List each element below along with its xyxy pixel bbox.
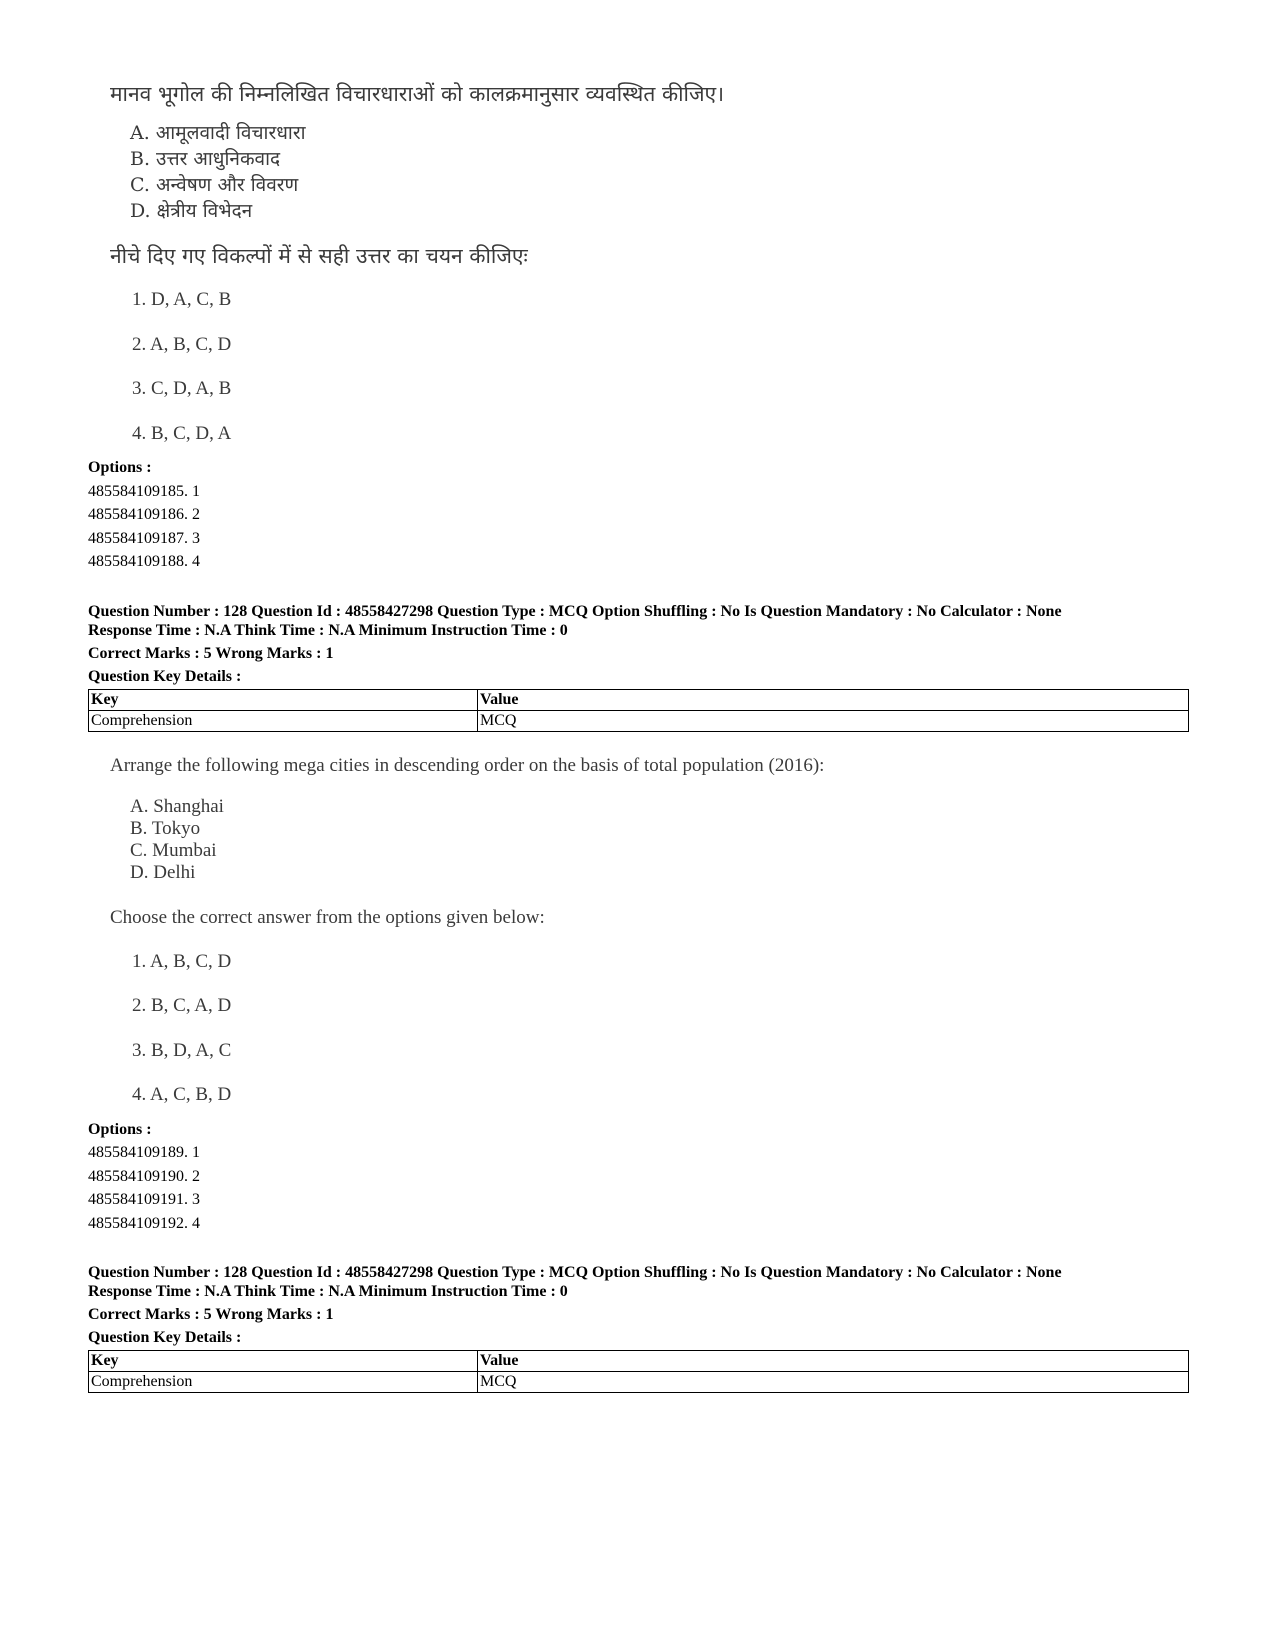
table-header-cell: Value: [478, 689, 1189, 710]
response-time-line: Response Time : N.A Think Time : N.A Minimum Instruction Time : 0: [88, 1283, 568, 1300]
option-id: 485584109191. 3: [88, 1191, 200, 1208]
options-list: [88, 456, 1188, 574]
answer-choices: [132, 286, 1188, 464]
answer-choice: 3. B, D, A, C: [132, 1039, 232, 1061]
question-stem: Arrange the following mega cities in descending order on the basis of total population (2016):: [110, 754, 825, 776]
options-label: Options :: [88, 1120, 152, 1138]
option-id: 485584109187. 3: [88, 529, 200, 547]
option-id: 485584109185. 1: [88, 482, 200, 500]
question-item: D. क्षेत्रीय विभेदन: [130, 200, 253, 222]
answer-choice: 2. B, C, A, D: [132, 995, 232, 1016]
marks-line: Correct Marks : 5 Wrong Marks : 1: [88, 644, 334, 662]
answer-choice: 4. B, C, D, A: [132, 422, 232, 444]
question-items: [130, 796, 1188, 884]
question-item: D. Delhi: [130, 861, 196, 883]
response-time-line: Response Time : N.A Think Time : N.A Minimum Instruction Time : 0: [88, 621, 568, 639]
answer-choice: 1. A, B, C, D: [132, 950, 232, 972]
option-id: 485584109190. 2: [88, 1167, 200, 1185]
key-details-label: Question Key Details :: [88, 1329, 242, 1346]
table-header-cell: Key: [89, 689, 478, 710]
choose-instruction: नीचे दिए गए विकल्पों में से सही उत्तर का चयन कीजिएः: [110, 244, 528, 268]
table-cell: Comprehension: [89, 710, 478, 731]
question-item: C. अन्वेषण और विवरण: [130, 174, 299, 196]
marks-line: Correct Marks : 5 Wrong Marks : 1: [88, 1306, 334, 1323]
key-details-table: [88, 689, 1189, 732]
table-cell: Comprehension: [89, 1372, 478, 1393]
table-header-cell: Value: [478, 1351, 1189, 1372]
answer-choice: 2. A, B, C, D: [132, 333, 232, 355]
table-cell: MCQ: [478, 710, 1189, 731]
option-id: 485584109192. 4: [88, 1214, 200, 1232]
question-image-english: [88, 752, 1188, 1126]
option-id: 485584109189. 1: [88, 1144, 200, 1161]
answer-choices: [132, 948, 1188, 1126]
table-header-cell: Key: [89, 1351, 478, 1372]
table-row: [89, 1372, 1189, 1393]
question-item: B. उत्तर आधुनिकवाद: [130, 148, 281, 170]
key-details-label: Question Key Details :: [88, 667, 242, 685]
option-id: 485584109186. 2: [88, 506, 200, 523]
question-items: [130, 120, 1188, 224]
question-item: A. Shanghai: [130, 795, 224, 817]
option-id: 485584109188. 4: [88, 553, 200, 570]
options-list: [88, 1118, 1188, 1236]
question-image-hindi: [88, 0, 1188, 464]
question-item: B. Tokyo: [130, 817, 201, 839]
table-header-row: [89, 689, 1189, 710]
document-page: [88, 0, 1188, 1393]
question-stem: मानव भूगोल की निम्नलिखित विचारधाराओं को कालक्रमानुसार व्यवस्थित कीजिए।: [110, 82, 725, 106]
answer-choice: 4. A, C, B, D: [132, 1084, 232, 1105]
question-metadata: [88, 1263, 1188, 1347]
answer-choice: 1. D, A, C, B: [132, 289, 232, 310]
table-row: [89, 710, 1189, 731]
key-details-table: [88, 1350, 1189, 1393]
choose-instruction: Choose the correct answer from the options given below:: [110, 906, 545, 928]
question-metadata: [88, 602, 1188, 686]
question-item: C. Mumbai: [130, 839, 217, 861]
options-label: Options :: [88, 459, 152, 476]
answer-choice: 3. C, D, A, B: [132, 378, 232, 399]
question-info-line: Question Number : 128 Question Id : 48558427298 Question Type : MCQ Option Shuffling : No Is Question Mandatory : No Calculator : None: [88, 1264, 1062, 1281]
question-info-line: Question Number : 128 Question Id : 48558427298 Question Type : MCQ Option Shuffling : No Is Question Mandatory : No Calculator : None: [88, 602, 1062, 620]
table-header-row: [89, 1351, 1189, 1372]
question-item: A. आमूलवादी विचारधारा: [130, 122, 306, 144]
table-cell: MCQ: [478, 1372, 1189, 1393]
